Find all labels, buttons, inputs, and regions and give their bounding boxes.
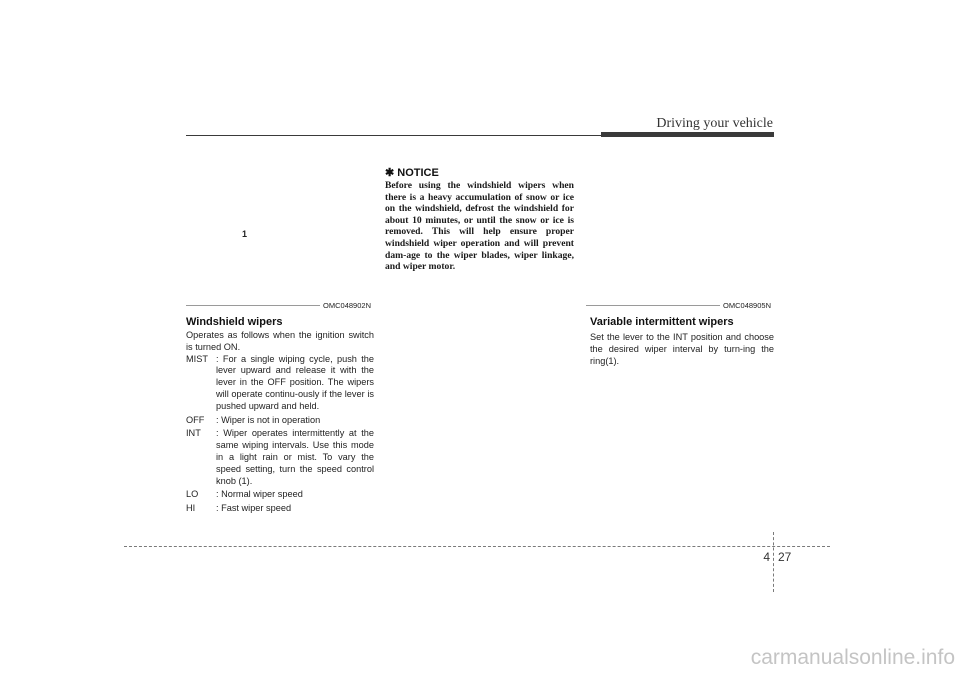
notice-heading xyxy=(385,166,574,179)
mode-desc: : Wiper is not in operation xyxy=(216,414,321,425)
notice-text: Before using the windshield wipers when there is a heavy accumulation of snow or ice on the windshield, defrost the windshield for about 10 minutes, or until the snow or ice is removed. This will help ensure proper windshield wiper operation and will prevent dam-age to the wiper blades, wiper linkage, and wiper motor. xyxy=(385,180,574,273)
mode-key: LO xyxy=(186,489,199,500)
mode-item-hi xyxy=(186,503,374,515)
mode-desc: : Wiper operates intermittently at the same wiping intervals. Use this mode in a light rain or mist. To vary the speed setting, turn the speed control knob (1). xyxy=(216,428,374,486)
section-title: Variable intermittent wipers xyxy=(590,316,734,328)
figure-code: OMC048905N xyxy=(720,300,774,311)
right-figure xyxy=(586,140,774,310)
footer-divider xyxy=(773,532,774,592)
header-rule-accent xyxy=(601,132,774,137)
mode-desc: : Normal wiper speed xyxy=(216,489,303,500)
left-figure xyxy=(186,140,374,310)
section-title: Windshield wipers xyxy=(186,316,283,328)
wiper-mode-list xyxy=(186,354,374,515)
mode-item-int xyxy=(186,428,374,487)
figure-callout: 1 xyxy=(242,229,248,239)
notice-asterisk-icon: ✱ xyxy=(385,167,395,179)
mode-item-lo xyxy=(186,489,374,501)
variable-intermittent-section xyxy=(590,316,774,367)
mode-item-mist xyxy=(186,354,374,413)
page-number: 27 xyxy=(778,550,792,564)
chapter-number: 4 xyxy=(763,550,770,564)
notice-box xyxy=(385,166,574,273)
watermark: carmanualsonline.info xyxy=(750,646,955,669)
section-intro: Operates as follows when the ignition switch is turned ON. xyxy=(186,330,374,352)
mode-key: OFF xyxy=(186,414,205,425)
mode-desc: : For a single wiping cycle, push the lever upward and release it with the lever in the OFF position. The wipers will operate continu-ously if the lever is pushed upward and held. xyxy=(216,353,374,411)
section-text: Set the lever to the INT position and choose the desired wiper interval by turn-ing the ring(1). xyxy=(590,332,774,366)
mode-desc: : Fast wiper speed xyxy=(216,503,292,514)
windshield-wipers-section xyxy=(186,316,374,515)
mode-key: HI xyxy=(186,503,196,514)
footer-rule xyxy=(124,546,830,547)
figure-code: OMC048902N xyxy=(320,300,374,311)
mode-key: INT xyxy=(186,428,201,439)
mode-key: MIST xyxy=(186,353,208,364)
mode-item-off xyxy=(186,415,374,427)
notice-title: NOTICE xyxy=(397,167,439,179)
running-head: Driving your vehicle xyxy=(656,116,773,131)
